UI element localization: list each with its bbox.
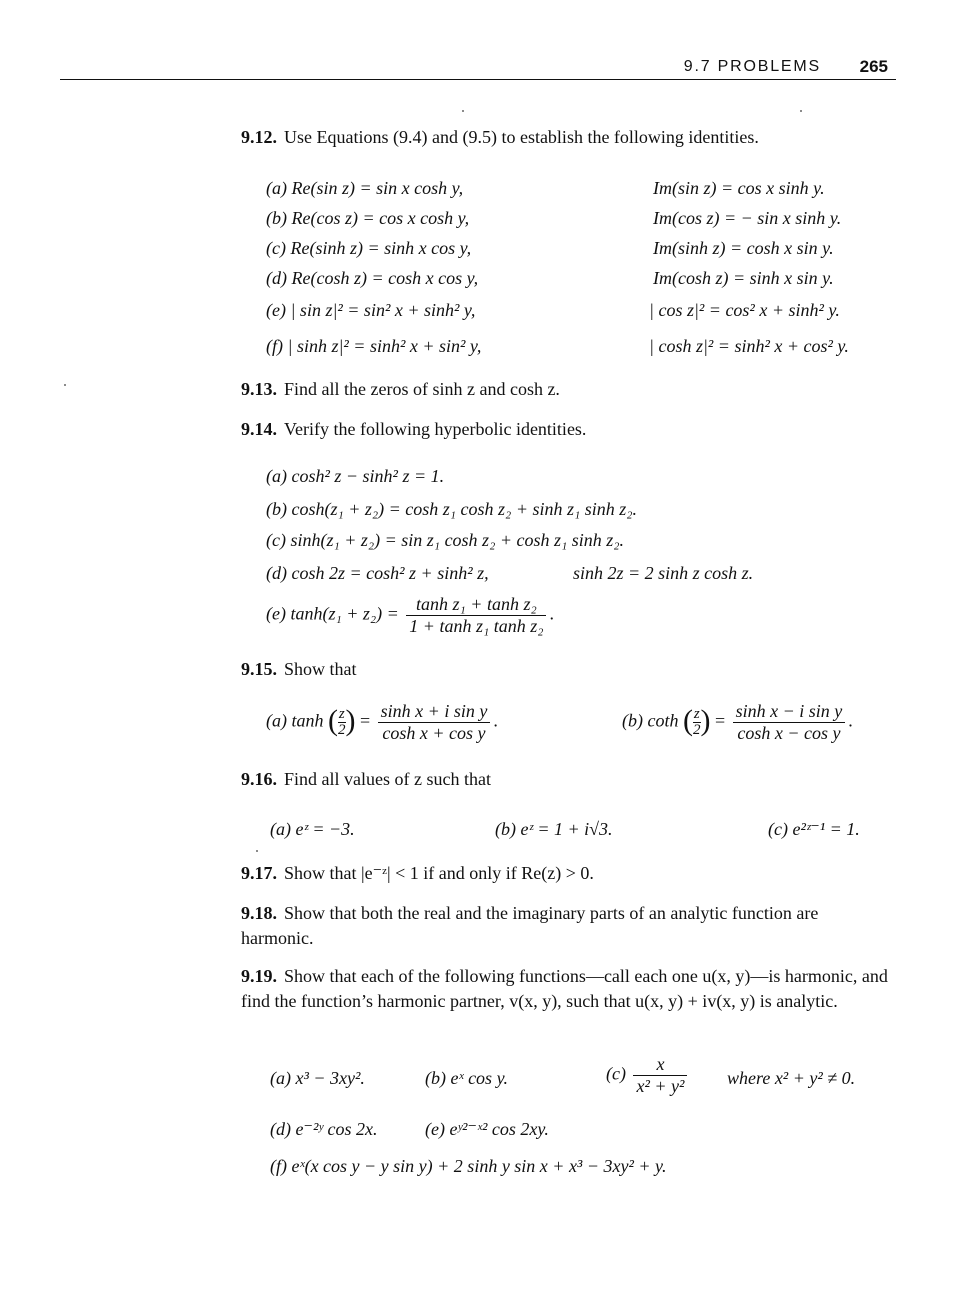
section-title: 9.7 PROBLEMS xyxy=(683,58,821,75)
scan-speck xyxy=(64,384,66,386)
identity-b-left: (b) Re(cos z) = cos x cosh y, xyxy=(266,208,470,228)
identity-f-right: | cosh z|² = sinh² x + cos² y. xyxy=(649,336,849,356)
problem-number: 9.17. xyxy=(241,863,277,883)
identity-c-left: (c) Re(sinh z) = sinh x cos y, xyxy=(266,238,472,258)
fraction: $\frac{\text{sinh x + i sin y}}{\text{cosh x + cos y}}$ xyxy=(378,701,491,744)
identity-c-right: Im(sinh z) = cosh x sin y. xyxy=(653,238,834,258)
tanh-half-formula: (a) tanh ( $\frac{z}{2}$ ) = $\frac{\text{sinh x + i sin y}}{\text{cosh x + cos y}}$ . xyxy=(266,701,498,743)
fraction: $\frac{x}{\text{x² + y²}}$ xyxy=(633,1054,687,1097)
coth-half-formula: (b) coth ( $\frac{z}{2}$ ) = $\frac{\text{sinh x − i sin y}}{\text{cosh x − cos y}}$ . xyxy=(622,701,853,743)
page-number: 265 xyxy=(859,57,888,76)
hyperbolic-c: (c) sinh(z₁ + z₂) = sin z₁ cosh z₂ + cosh z₁ sinh z₂. xyxy=(266,530,624,550)
problem-text: Find all the zeros of sinh z and cosh z. xyxy=(284,379,560,399)
equation-c: (c) e²ᶻ⁻¹ = 1. xyxy=(768,819,860,839)
problem-text: Show that |e⁻ᶻ| < 1 if and only if Re(z) > 0. xyxy=(284,863,594,883)
identity-e-left: (e) | sin z|² = sin² x + sinh² y, xyxy=(266,300,476,320)
half-argument: $\frac{z}{2}$ xyxy=(338,706,346,738)
problem-number: 9.19. xyxy=(241,966,277,986)
scan-speck xyxy=(800,110,802,112)
half-argument: $\frac{z}{2}$ xyxy=(693,706,701,738)
hyperbolic-b: (b) cosh(z₁ + z₂) = cosh z₁ cosh z₂ + sinh z₁ sinh z₂. xyxy=(266,499,637,519)
problem-9-12 xyxy=(241,126,759,148)
problem-9-18 xyxy=(241,901,889,951)
identity-a-right: Im(sin z) = cos x sinh y. xyxy=(653,178,825,198)
function-e: (e) eʸ²⁻ˣ² cos 2xy. xyxy=(425,1119,549,1139)
problem-number: 9.18. xyxy=(241,903,277,923)
function-a: (a) x³ − 3xy². xyxy=(270,1068,365,1088)
problem-number: 9.14. xyxy=(241,419,277,439)
problem-9-19 xyxy=(241,964,889,1014)
problem-number: 9.15. xyxy=(241,659,277,679)
problem-text: Show that xyxy=(284,659,357,679)
identity-a-left: (a) Re(sin z) = sin x cosh y, xyxy=(266,178,464,198)
problem-9-13 xyxy=(241,378,560,400)
identity-e-right: | cos z|² = cos² x + sinh² y. xyxy=(649,300,840,320)
problem-text: Find all values of z such that xyxy=(284,769,491,789)
equation-b: (b) eᶻ = 1 + i√3. xyxy=(495,819,613,839)
problem-text: Use Equations (9.4) and (9.5) to establish the following identities. xyxy=(284,127,759,147)
hyperbolic-a: (a) cosh² z − sinh² z = 1. xyxy=(266,466,445,486)
problem-9-15 xyxy=(241,658,357,680)
problem-9-14 xyxy=(241,418,586,440)
problem-number: 9.12. xyxy=(241,127,277,147)
problem-number: 9.16. xyxy=(241,769,277,789)
function-f: (f) eˣ(x cos y − y sin y) + 2 sinh y sin x + x³ − 3xy² + y. xyxy=(270,1156,667,1176)
function-b: (b) eˣ cos y. xyxy=(425,1068,509,1088)
header-rule xyxy=(60,79,896,80)
fraction: $\frac{\text{tanh z₁ + tanh z₂}}{\text{1 + tanh z₁ tanh z₂}}$ xyxy=(406,594,546,637)
problem-number: 9.13. xyxy=(241,379,277,399)
identity-d-right: Im(cosh z) = sinh x sin y. xyxy=(653,268,834,288)
running-header xyxy=(60,56,896,80)
scan-speck xyxy=(462,110,464,112)
problem-text: Show that both the real and the imaginary parts of an analytic function are harmonic. xyxy=(241,903,819,948)
hyperbolic-d-left: (d) cosh 2z = cosh² z + sinh² z, xyxy=(266,563,489,583)
identity-d-left: (d) Re(cosh z) = cosh x cos y, xyxy=(266,268,479,288)
problem-text: Verify the following hyperbolic identities. xyxy=(284,419,587,439)
function-c-condition: where x² + y² ≠ 0. xyxy=(727,1068,856,1088)
problem-9-17 xyxy=(241,862,594,884)
function-d: (d) e⁻²ʸ cos 2x. xyxy=(270,1119,378,1139)
identity-f-left: (f) | sinh z|² = sinh² x + sin² y, xyxy=(266,336,482,356)
problem-text: Show that each of the following functions—call each one u(x, y)—is harmonic, and find the function’s harmonic partner, v(x, y), such that u(x, y) + iv(x, y) is analytic. xyxy=(241,966,888,1011)
identity-b-right: Im(cos z) = − sin x sinh y. xyxy=(653,208,842,228)
hyperbolic-d-right: sinh 2z = 2 sinh z cosh z. xyxy=(573,563,754,583)
fraction: $\frac{\text{sinh x − i sin y}}{\text{cosh x − cos y}}$ xyxy=(733,701,846,744)
problem-9-16 xyxy=(241,768,491,790)
equation-a: (a) eᶻ = −3. xyxy=(270,819,355,839)
hyperbolic-e: (e) tanh(z₁ + z₂) = $\frac{\text{tanh z₁ + tanh z₂}}{\text{1 + tanh z₁ tanh z₂}}$ . xyxy=(266,594,554,636)
function-c: (c) $\frac{x}{\text{x² + y²}}$ xyxy=(606,1054,690,1097)
scan-speck xyxy=(256,850,258,852)
